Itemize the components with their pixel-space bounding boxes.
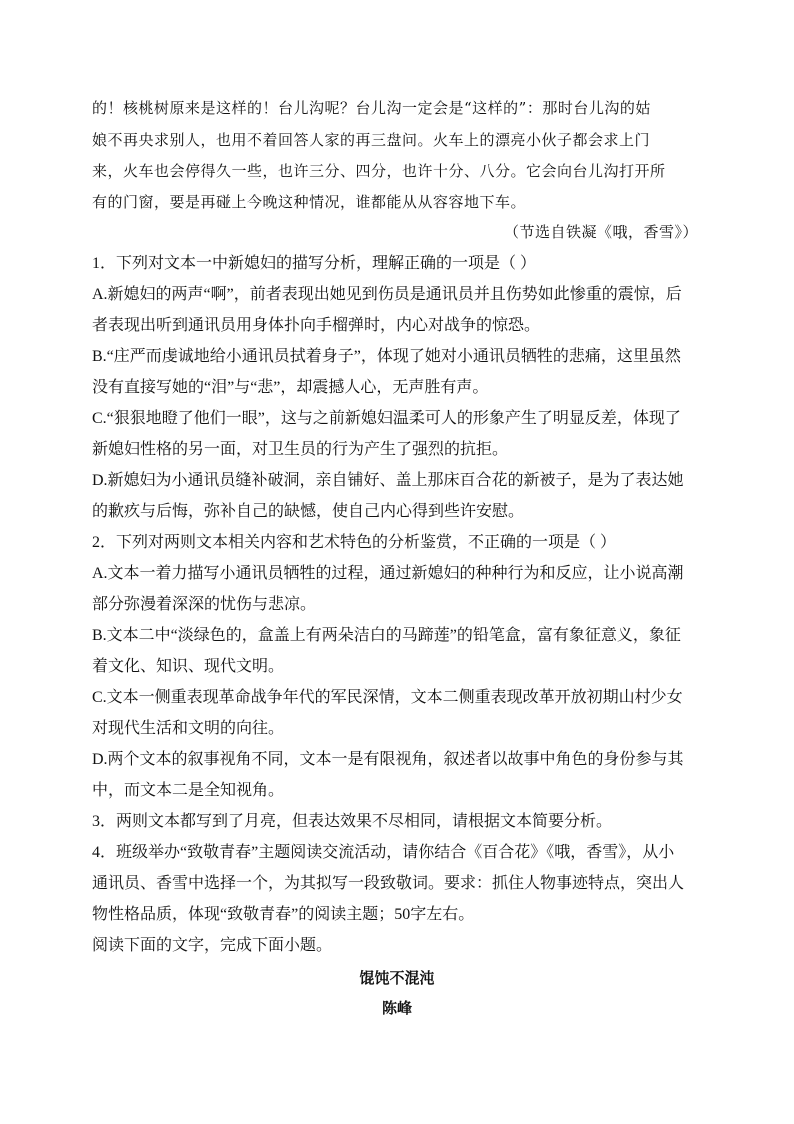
q2-option-d: D.两个文本的叙事视角不同，文本一是有限视角，叙述者以故事中角色的身份参与其 xyxy=(92,751,684,768)
question-1-stem: 1．下列对文本一中新媳妇的描写分析，理解正确的一项是（ ） xyxy=(92,255,537,272)
q1-option-a-cont: 者表现出听到通讯员用身体扑向手榴弹时，内心对战争的惊恐。 xyxy=(92,317,541,334)
article-author: 陈峰 xyxy=(381,999,412,1017)
q1-option-c: C.“狠狠地瞪了他们一眼”，这与之前新媳妇温柔可人的形象产生了明显反差，体现了 xyxy=(92,410,681,427)
excerpt-line: 娘不再央求别人，也用不着回答人家的再三盘问。火车上的漂亮小伙子都会求上门 xyxy=(92,131,651,149)
question-4-line: 物性格品质，体现“致敬青春”的阅读主题；50字左右。 xyxy=(92,906,475,923)
reading-instruction: 阅读下面的文字，完成下面小题。 xyxy=(92,937,333,954)
question-3-stem: 3．两则文本都写到了月亮，但表达效果不尽相同，请根据文本简要分析。 xyxy=(92,813,613,830)
question-4-line: 通讯员、香雪中选择一个，为其拟写一段致敬词。要求：抓住人物事迹特点，突出人 xyxy=(92,875,685,892)
excerpt-line: 有的门窗，要是再碰上今晚这种情况，谁都能从从容容地下车。 xyxy=(92,193,527,211)
q2-option-b-cont: 着文化、知识、现代文明。 xyxy=(92,658,285,675)
q1-option-d: D.新媳妇为小通讯员缝补破洞，亲自铺好、盖上那床百合花的新被子，是为了表达她 xyxy=(92,472,684,489)
q2-option-a: A.文本一着力描写小通讯员牺牲的过程，通过新媳妇的种种行为和反应，让小说高潮 xyxy=(92,565,684,582)
excerpt-source: （节选自铁凝《哦，香雪》） xyxy=(503,223,698,241)
q2-option-c: C.文本一侧重表现革命战争年代的军民深情，文本二侧重表现改革开放初期山村少女 xyxy=(92,689,683,706)
excerpt-line: 来，火车也会停得久一些，也许三分、四分，也许十分、八分。它会向台儿沟打开所 xyxy=(92,162,666,180)
q1-option-b-cont: 没有直接写她的“泪”与“悲”，却震撼人心，无声胜有声。 xyxy=(92,379,489,396)
q2-option-a-cont: 部分弥漫着深深的忧伤与悲凉。 xyxy=(92,596,317,613)
question-4-line: 4．班级举办“致敬青春”主题阅读交流活动，请你结合《百合花》《哦，香雪》，从小 xyxy=(92,844,675,861)
q2-option-b: B.文本二中“淡绿色的，盒盖上有两朵洁白的马蹄莲”的铅笔盒，富有象征意义，象征 xyxy=(92,627,681,644)
q1-option-c-cont: 新媳妇性格的另一面，对卫生员的行为产生了强烈的抗拒。 xyxy=(92,441,509,458)
q1-option-b: B.“庄严而虔诚地给小通讯员拭着身子”，体现了她对小通讯员牺牲的悲痛，这里虽然 xyxy=(92,348,681,365)
q2-option-d-cont: 中，而文本二是全知视角。 xyxy=(92,782,285,799)
q1-option-a: A.新媳妇的两声“啊”，前者表现出她见到伤员是通讯员并且伤势如此惨重的震惊，后 xyxy=(92,286,682,303)
excerpt-line: 的！核桃树原来是这样的！台儿沟呢？台儿沟一定会是“这样的”：那时台儿沟的姑 xyxy=(92,99,651,117)
article-title: 馄饨不混沌 xyxy=(359,969,435,987)
q1-option-d-cont: 的歉疚与后悔，弥补自己的缺憾，使自己内心得到些许安慰。 xyxy=(92,503,525,520)
q2-option-c-cont: 对现代生活和文明的向往。 xyxy=(92,720,285,737)
question-2-stem: 2．下列对两则文本相关内容和艺术特色的分析鉴赏，不正确的一项是（ ） xyxy=(92,534,617,551)
